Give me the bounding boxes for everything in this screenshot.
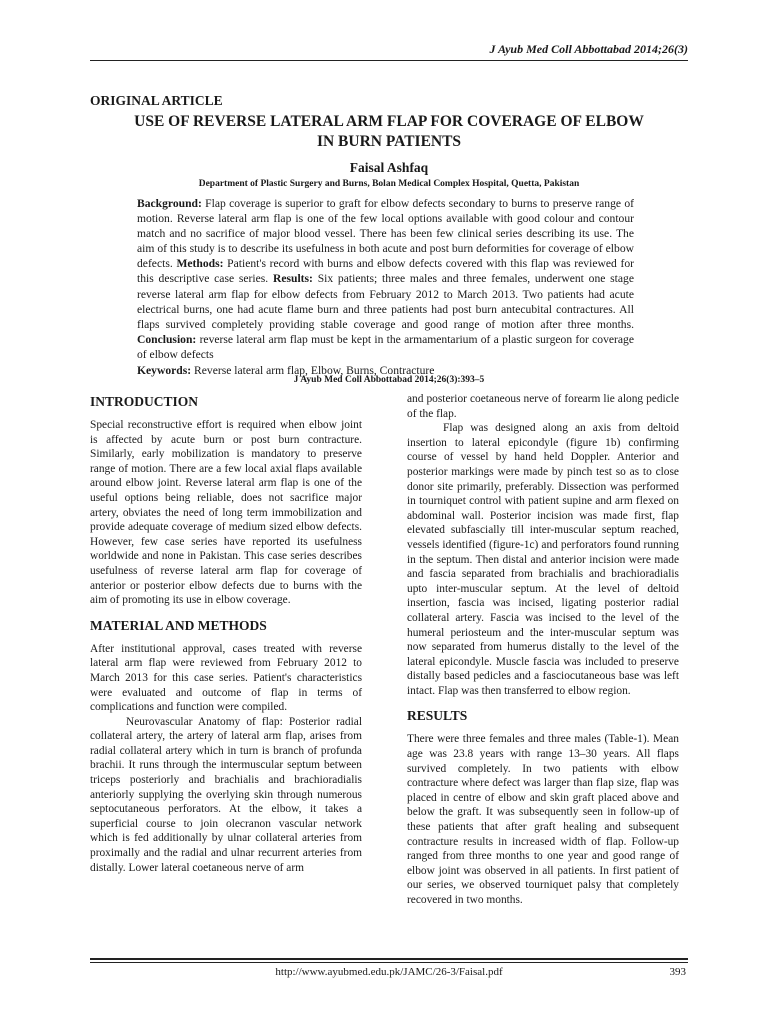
journal-header: J Ayub Med Coll Abbottabad 2014;26(3) [489, 42, 688, 56]
page-number: 393 [669, 966, 686, 978]
footer-url: http://www.ayubmed.edu.pk/JAMC/26-3/Faisal.pdf [275, 966, 503, 978]
methods-paragraph-1: After institutional approval, cases treated with reverse lateral arm flap were reviewed from February 2012 to March 2013 for this case series. Patient's characteristics were evaluated and outcome of flap in terms of complications and function were compiled. [90, 642, 362, 714]
background-text: Flap coverage is superior to graft for elbow defects secondary to burns to preserve range of motion. Reverse lateral arm flap is one of the few local options available with good colour and contour match and no sacrifice of major blood vessel. There has been few clinical series describing its use. The aim of this study is to describe its usefulness in both acute and post burn deformities for coverage of elbow defects. [137, 197, 634, 271]
article-title [90, 112, 688, 152]
footer-rule-thin [90, 962, 688, 963]
results-heading: RESULTS [407, 708, 468, 724]
right-column [407, 392, 679, 908]
header-rule [90, 60, 688, 61]
methods-heading: MATERIAL AND METHODS [90, 617, 267, 633]
abstract-body [137, 196, 634, 362]
keywords-text: Reverse lateral arm flap, Elbow, Burns, Contracture [194, 364, 435, 378]
results-text: Six patients; three males and three females, underwent one stage reverse lateral arm flap for elbow defects from February 2012 to March 2013. Two patients had acute electrical burns, one had acute flame burn and three patients had post burn antecubital contractures. All flaps survived completely providing stable coverage and good range of motion after three months. [137, 272, 634, 331]
results-paragraph: There were three females and three males (Table-1). Mean age was 23.8 years with range 13–30 years. All flaps survived completely. In two patients with elbow contracture where defect was larger than flap size, flap was placed in centre of elbow and skin graft placed above and below the graft. It was subsequently seen in follow-up of these patients that after graft healing and subsequent contracture results in increased width of flap. Follow-up ranged from three months to one year and good range of elbow joint was observed in all patients. In first patient of our series, we observed tourniquet palsy that completely recovered in two months. [407, 733, 679, 906]
introduction-paragraph: Special reconstructive effort is required when elbow joint is affected by acute burn or post burn contracture. Similarly, early mobilization is mandatory to preserve range of motion. There are a few local axial flaps available around elbow joint. Reverse lateral arm flap is one of the useful options being reliable, does not sacrifice major artery, obviates the need of long term immobilization and provide adequate coverage of medium sized elbow defects. However, few case series have reported its usefulness worldwide and none in Pakistan. This case series describes usefulness of reverse lateral arm flap for coverage of anterior or posterior elbow defects due to burns with the aim of promoting its use in elbow coverage. [90, 419, 362, 607]
abstract [137, 196, 634, 378]
article-type: ORIGINAL ARTICLE [90, 93, 223, 108]
methods-paragraph-3: Flap was designed along an axis from deltoid insertion to lateral epicondyle (figure 1b) confirming course of vessel by hand held Doppler. Anterior and posterior markings were made by pinch test so as to close donor site primarily, preferably. Dissection was performed in tourniquet control with patient supine and arm flexed on abdominal wall. Posterior incision was made first, flap elevated subfascially till inter-muscular septum reached, vessels identified (figure-1c) and perforators found running in the septum. Then distal and anterior incision were made and fascia separated from brachialis and brachioradialis upto inter-muscular septum. At the level of deltoid insertion, fascia was incised, ligating posterior radial collateral artery. Fascia was incised to the level of the humeral periosteum and the inter-muscular septum was now separated from humerus distally to the level of the lateral epicondyle. Muscle fascia was included to preserve distally based pedicles and a fasciocutaneous base was left intact. Flap was then transferred to elbow region. [407, 422, 679, 697]
introduction-heading: INTRODUCTION [90, 394, 199, 409]
author-affiliation: Department of Plastic Surgery and Burns, Bolan Medical Complex Hospital, Quetta, Pakistan [198, 179, 580, 189]
conclusion-text: reverse lateral arm flap must be kept in the armamentarium of a plastic surgeon for coverage of elbow defects [137, 332, 635, 361]
left-column [90, 392, 362, 875]
citation: J Ayub Med Coll Abbottabad 2014;26(3):393–5 [293, 375, 485, 385]
methods-paragraph-2-continued: and posterior coetaneous nerve of forearm lie along pedicle of the flap. [407, 393, 679, 420]
footer-rule [90, 958, 688, 960]
conclusion-label: Conclusion: [137, 332, 197, 346]
methods-paragraph-2: Neurovascular Anatomy of flap: Posterior radial collateral artery, the artery of lateral arm flap, arises from radial collateral artery which in turn is branch of profunda brachii. It runs through the intermuscular septum between triceps posteriorly and brachialis and brachioradialis anteriorly supplying the overlying skin through numerous septocutaneous perforators. At the elbow, it takes a superficial course to join olecranon vascular network which is fed additionally by ulnar collateral arteries from proximally and the radial and ulnar recurrent arteries from distally. Lower lateral coetaneous nerve of arm [90, 715, 362, 874]
results-label: Results: [272, 272, 313, 286]
methods-label: Methods: [176, 257, 224, 271]
methods-text: Patient's record with burns and elbow defects covered with this flap was reviewed for this descriptive case series. [137, 257, 634, 286]
author-name: Faisal Ashfaq [349, 160, 429, 175]
title-line-2: IN BURN PATIENTS [316, 133, 462, 150]
title-line-1: USE OF REVERSE LATERAL ARM FLAP FOR COVERAGE OF ELBOW [134, 113, 644, 130]
background-label: Background: [137, 197, 202, 210]
keywords-label: Keywords: [137, 364, 192, 378]
